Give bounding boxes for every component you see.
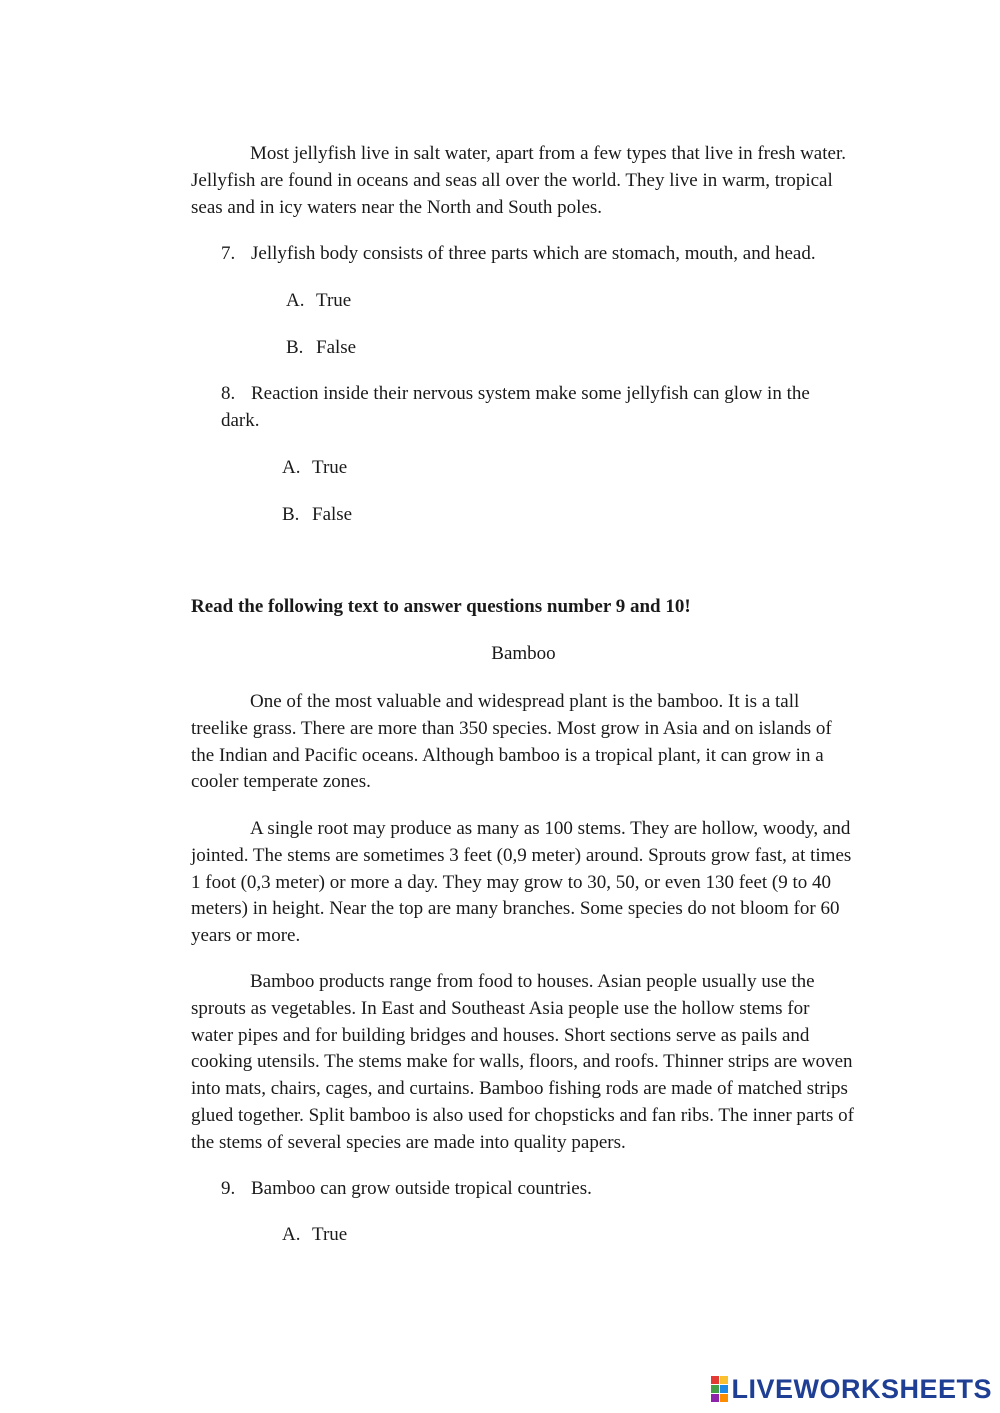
question-number: 9. [221, 1178, 236, 1199]
liveworksheets-logo-icon [711, 1376, 728, 1402]
passage-title: Bamboo [491, 643, 556, 664]
option-letter: B. [286, 337, 304, 358]
liveworksheets-logo [711, 1375, 992, 1403]
question-7 [221, 241, 851, 268]
question-8-option-b[interactable] [282, 502, 352, 528]
logo-square [711, 1376, 719, 1384]
option-letter: A. [282, 1224, 301, 1245]
option-letter: A. [282, 457, 301, 478]
question-9-option-a[interactable] [282, 1222, 347, 1248]
option-letter: A. [286, 290, 305, 311]
question-8-option-a[interactable] [282, 455, 347, 481]
option-label: False [312, 504, 353, 525]
logo-square [720, 1376, 728, 1384]
option-letter: B. [282, 504, 300, 525]
option-label: True [312, 457, 348, 478]
option-label: True [316, 290, 352, 311]
logo-square [720, 1385, 728, 1393]
logo-square [711, 1385, 719, 1393]
bamboo-paragraph-1: One of the most valuable and widespread plant is the bamboo. It is a tall treelike grass. There are more than 350 species. Most grow in Asia and on islands of the Indian and Pacific oceans. Although bamboo is a tropical plant, it can grow in a cooler temperate zones. [191, 691, 832, 793]
bamboo-paragraph-3: Bamboo products range from food to houses. Asian people usually use the sprouts as vegetables. In East and Southeast Asia people use the hollow stems for water pipes and for building bridges and houses. Short sections serve as pails and cooking utensils. The stems make for walls, floors, and roofs. Thinner strips are woven into mats, chairs, cages, and curtains. Bamboo fishing rods are made of matched strips glued together. Split bamboo is also used for chopsticks and fan ribs. The inner parts of the stems of several species are made into quality papers. [191, 971, 854, 1153]
option-label: True [312, 1224, 348, 1245]
logo-square [711, 1394, 719, 1402]
question-7-option-b[interactable] [286, 335, 356, 361]
question-number: 8. [221, 383, 236, 404]
section-instruction: Read the following text to answer questions number 9 and 10! [191, 596, 691, 617]
question-8 [221, 381, 851, 435]
jellyfish-paragraph: Most jellyfish live in salt water, apart from a few types that live in fresh water. Jellyfish are found in oceans and seas all over the world. They live in warm, tropical seas and in icy waters near the North and South poles. [191, 143, 846, 218]
question-text: Jellyfish body consists of three parts which are stomach, mouth, and head. [251, 243, 816, 264]
question-9 [221, 1176, 851, 1203]
bamboo-paragraph-2: A single root may produce as many as 100 stems. They are hollow, woody, and jointed. The stems are sometimes 3 feet (0,9 meter) around. Sprouts grow fast, at times 1 foot (0,3 meter) or more a day. They may grow to 30, 50, or even 130 feet (9 to 40 meters) in height. Near the top are many branches. Some species do not bloom for 60 years or more. [191, 818, 852, 947]
question-text: Bamboo can grow outside tropical countries. [251, 1178, 592, 1199]
question-7-option-a[interactable] [286, 288, 351, 314]
question-text: Reaction inside their nervous system make some jellyfish can glow in the dark. [221, 383, 810, 431]
logo-square [720, 1394, 728, 1402]
option-label: False [316, 337, 357, 358]
logo-text: LIVEWORKSHEETS [731, 1373, 992, 1404]
question-number: 7. [221, 243, 236, 264]
